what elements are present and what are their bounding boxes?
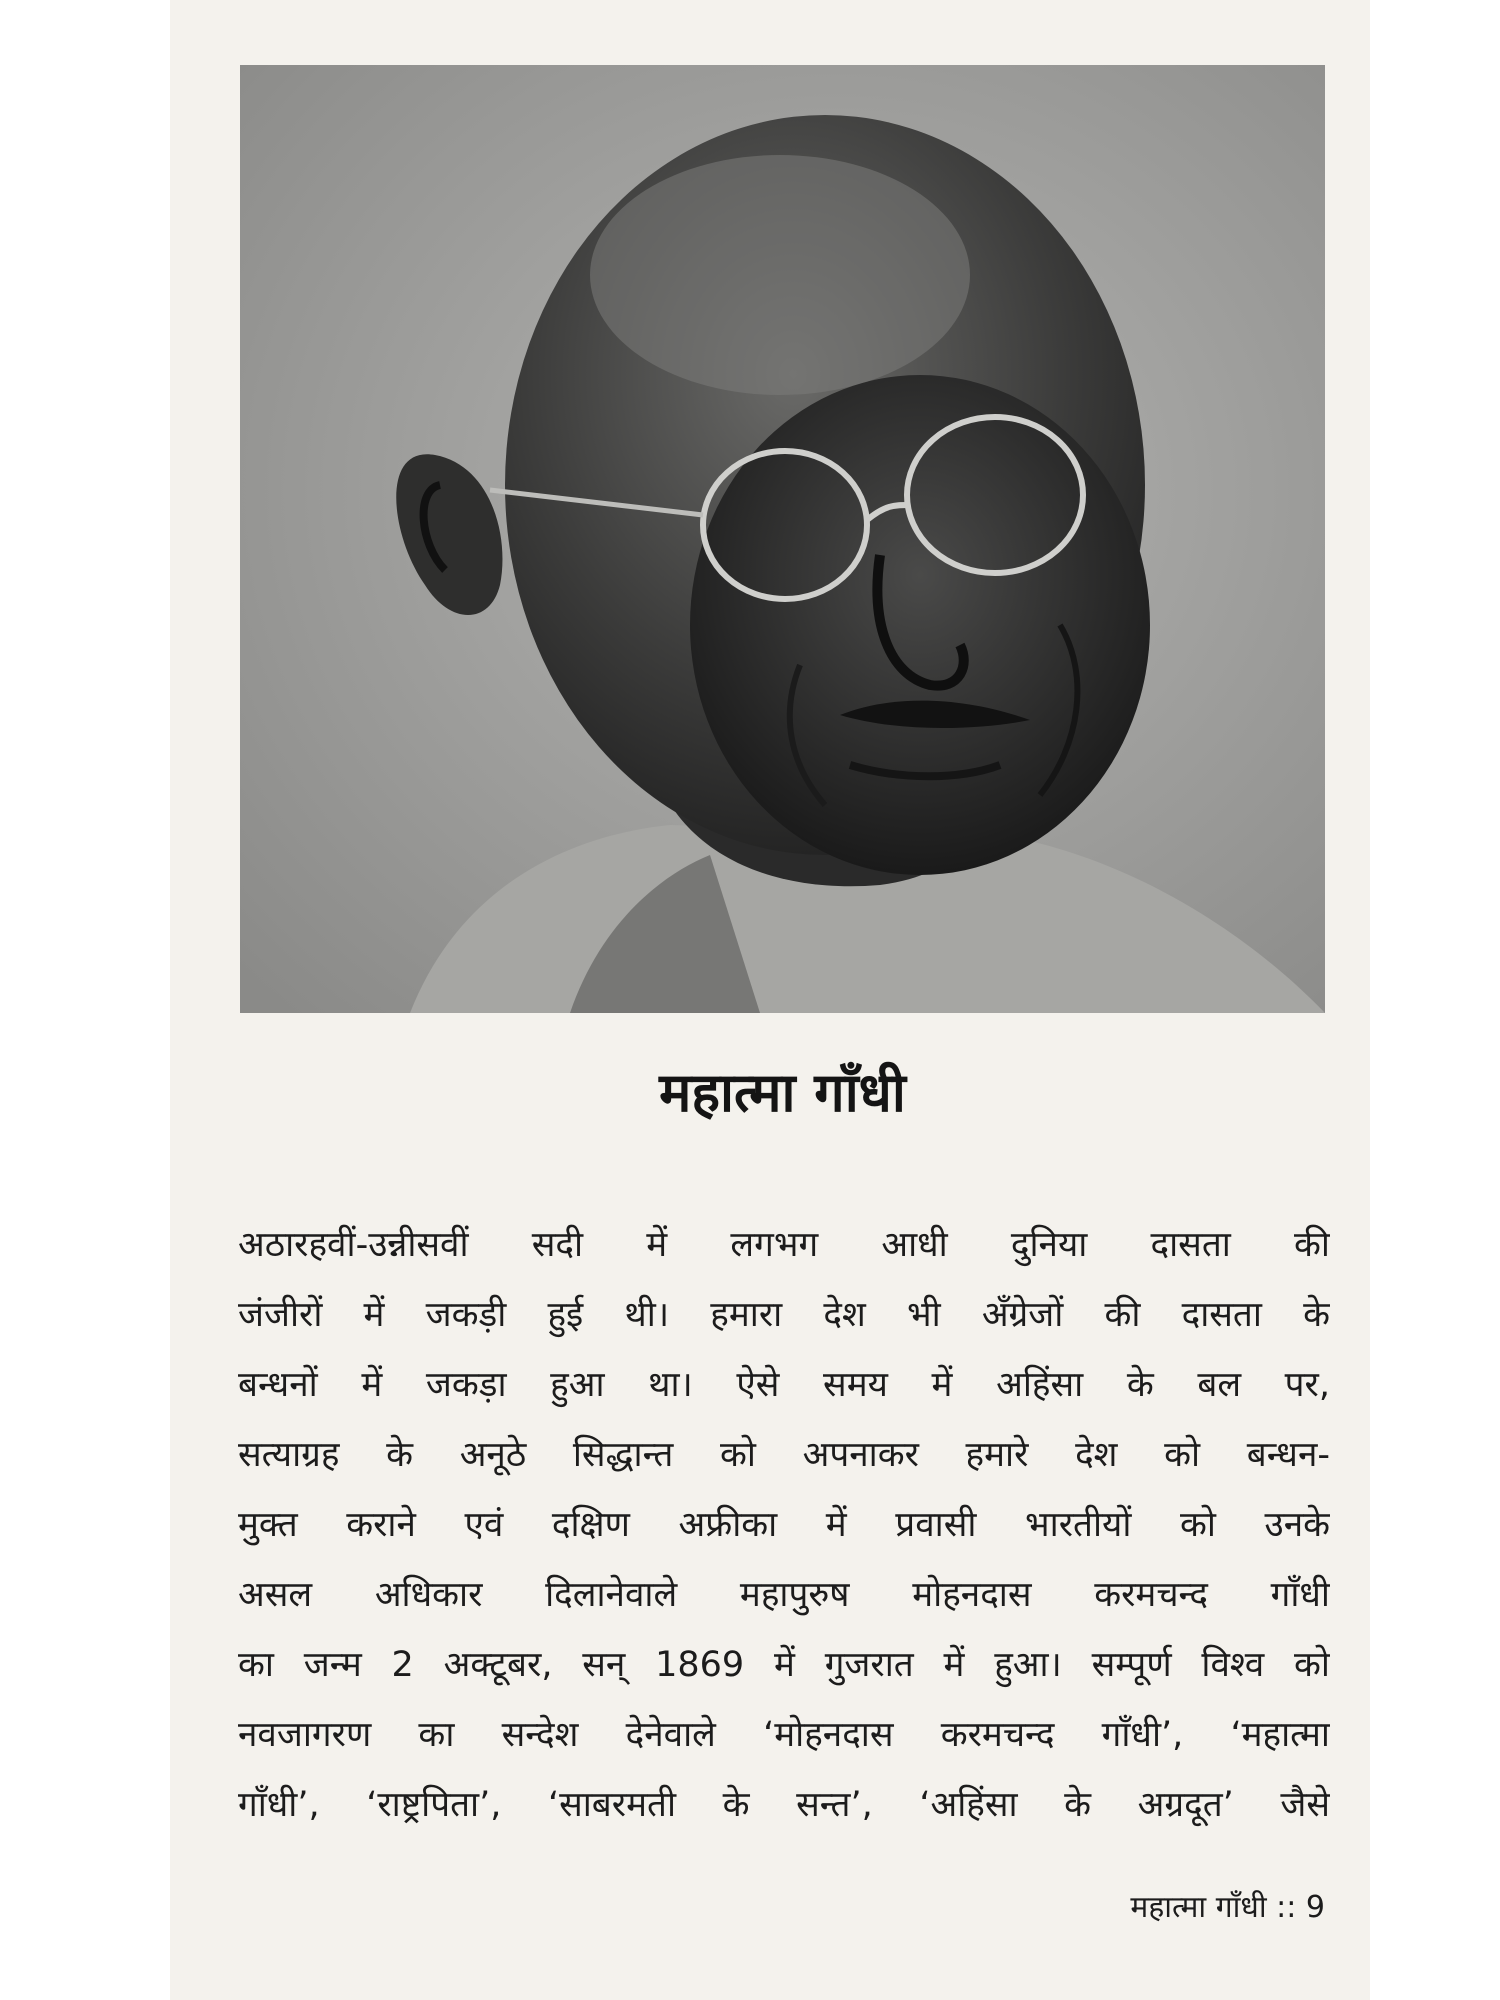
page-footer: महात्मा गाँधी :: 9 xyxy=(1130,1890,1325,1925)
portrait-illustration xyxy=(240,65,1325,1013)
page-title: महात्मा गाँधी xyxy=(659,1061,906,1124)
portrait-photo xyxy=(240,65,1325,1013)
body-line: मुक्त कराने एवं दक्षिण अफ्रीका में प्रवासी भारतीयों को उनके xyxy=(238,1505,1330,1545)
body-line: असल अधिकार दिलानेवाले महापुरुष मोहनदास करमचन्द गाँधी xyxy=(238,1575,1330,1615)
body-line: अठारहवीं-उन्नीसवीं सदी में लगभग आधी दुनिया दासता की xyxy=(238,1225,1330,1265)
body-line: सत्याग्रह के अनूठे सिद्धान्त को अपनाकर हमारे देश को बन्धन- xyxy=(238,1435,1330,1475)
body-line: गाँधी’, ‘राष्ट्रपिता’, ‘साबरमती के सन्त’, ‘अहिंसा के अग्रदूत’ जैसे xyxy=(238,1785,1330,1825)
body-line: जंजीरों में जकड़ी हुई थी। हमारा देश भी अँग्रेजों की दासता के xyxy=(238,1295,1330,1335)
body-line: बन्धनों में जकड़ा हुआ था। ऐसे समय में अहिंसा के बल पर, xyxy=(238,1365,1330,1405)
body-line: नवजागरण का सन्देश देनेवाले ‘मोहनदास करमचन्द गाँधी’, ‘महात्मा xyxy=(238,1715,1330,1755)
body-paragraph xyxy=(238,1210,1330,1840)
body-line: का जन्म 2 अक्टूबर, सन् 1869 में गुजरात में हुआ। सम्पूर्ण विश्व को xyxy=(238,1645,1330,1685)
